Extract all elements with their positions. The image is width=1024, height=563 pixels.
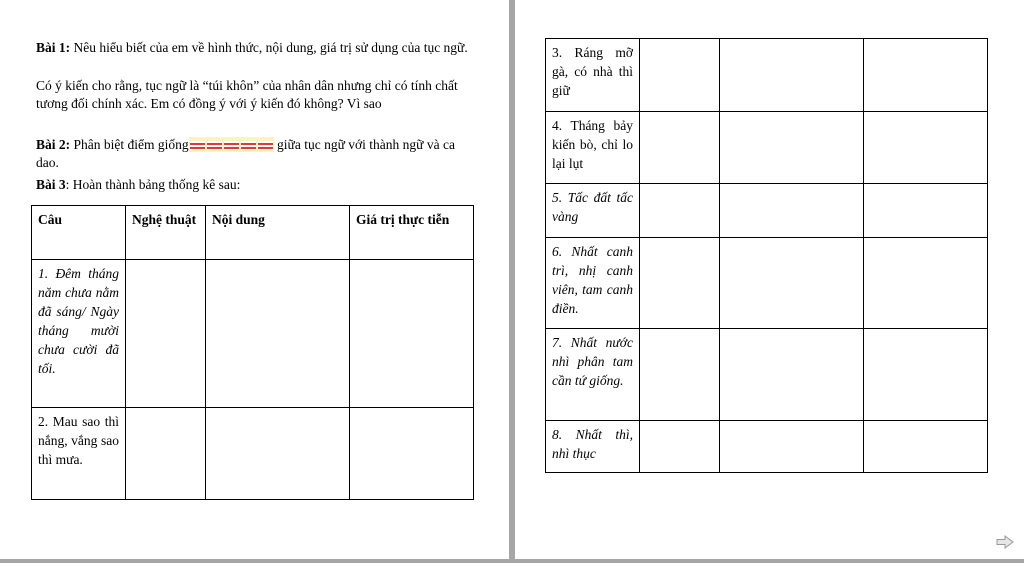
bai1-title: Bài 1: (36, 40, 71, 55)
table-header-row (32, 206, 474, 260)
table-row (546, 39, 988, 112)
noi-dung-cell[interactable] (720, 238, 864, 329)
noi-dung-cell[interactable] (720, 39, 864, 112)
bai2-text-before: Phân biệt điểm giống (73, 137, 189, 152)
table-row (546, 329, 988, 421)
table-row (32, 260, 474, 408)
nghe-thuat-cell[interactable] (126, 408, 206, 500)
header-gia-tri: Giá trị thực tiễn (350, 206, 474, 260)
noi-dung-cell[interactable] (720, 184, 864, 238)
squiggle-icon (224, 141, 239, 150)
bai3-paragraph (36, 176, 476, 194)
table-row (32, 408, 474, 500)
arrow-right-icon[interactable] (996, 535, 1014, 549)
noi-dung-cell[interactable] (206, 260, 350, 408)
squiggle-icon (207, 141, 222, 150)
cau-cell: 7. Nhất nước nhì phân tam cần tứ giống. (546, 329, 640, 421)
noi-dung-cell[interactable] (206, 408, 350, 500)
gia-tri-cell[interactable] (864, 238, 988, 329)
noi-dung-cell[interactable] (720, 421, 864, 473)
gia-tri-cell[interactable] (864, 184, 988, 238)
spell-mark-highlight (189, 137, 274, 152)
table-row (546, 238, 988, 329)
header-cau: Câu (32, 206, 126, 260)
gia-tri-cell[interactable] (864, 39, 988, 112)
nghe-thuat-cell[interactable] (640, 421, 720, 473)
cau-cell: 5. Tấc đất tấc vàng (546, 184, 640, 238)
cau-cell: 4. Tháng bảy kiến bò, chỉ lo lại lụt (546, 112, 640, 184)
gia-tri-cell[interactable] (350, 260, 474, 408)
noi-dung-cell[interactable] (720, 329, 864, 421)
gia-tri-cell[interactable] (350, 408, 474, 500)
stats-table-part1 (31, 205, 474, 500)
header-noi-dung: Nội dung (206, 206, 350, 260)
cau-cell: 3. Ráng mỡ gà, có nhà thì giữ (546, 39, 640, 112)
bai2-title: Bài 2: (36, 137, 71, 152)
header-nghe-thuat: Nghệ thuật (126, 206, 206, 260)
nghe-thuat-cell[interactable] (640, 238, 720, 329)
cau-cell: 6. Nhất canh trì, nhị canh viên, tam canh điền. (546, 238, 640, 329)
document-page-right (515, 0, 1024, 559)
squiggle-icon (241, 141, 256, 150)
stats-table-part2 (545, 38, 988, 473)
bai1-paragraph (36, 39, 476, 57)
table-row (546, 112, 988, 184)
gia-tri-cell[interactable] (864, 112, 988, 184)
cau-cell: 1. Đêm tháng năm chưa nằm đã sáng/ Ngày tháng mười chưa cười đã tối. (32, 260, 126, 408)
bai2-paragraph (36, 136, 476, 172)
gia-tri-cell[interactable] (864, 421, 988, 473)
squiggle-icon (190, 141, 205, 150)
bai3-title: Bài 3 (36, 177, 66, 192)
table-row (546, 184, 988, 238)
gia-tri-cell[interactable] (864, 329, 988, 421)
bai1-question: Có ý kiến cho rằng, tục ngữ là “túi khôn” của nhân dân nhưng chỉ có tính chất tương đối chính xác. Em có đồng ý với ý kiến đó không? Vì sao (36, 78, 458, 111)
nghe-thuat-cell[interactable] (640, 39, 720, 112)
cau-cell: 8. Nhất thì, nhì thục (546, 421, 640, 473)
nghe-thuat-cell[interactable] (126, 260, 206, 408)
squiggle-icon (258, 141, 273, 150)
nghe-thuat-cell[interactable] (640, 184, 720, 238)
bai3-text: : Hoàn thành bảng thống kê sau: (65, 177, 241, 192)
document-page-left (0, 0, 509, 559)
cau-cell: 2. Mau sao thì nắng, vắng sao thì mưa. (32, 408, 126, 500)
nghe-thuat-cell[interactable] (640, 329, 720, 421)
nghe-thuat-cell[interactable] (640, 112, 720, 184)
bai1-text: Nêu hiểu biết của em về hình thức, nội dung, giá trị sử dụng của tục ngữ. (73, 40, 468, 55)
table-row (546, 421, 988, 473)
noi-dung-cell[interactable] (720, 112, 864, 184)
bai2-text-after: giữa tục ngữ với thành ngữ và ca dao. (36, 137, 455, 170)
